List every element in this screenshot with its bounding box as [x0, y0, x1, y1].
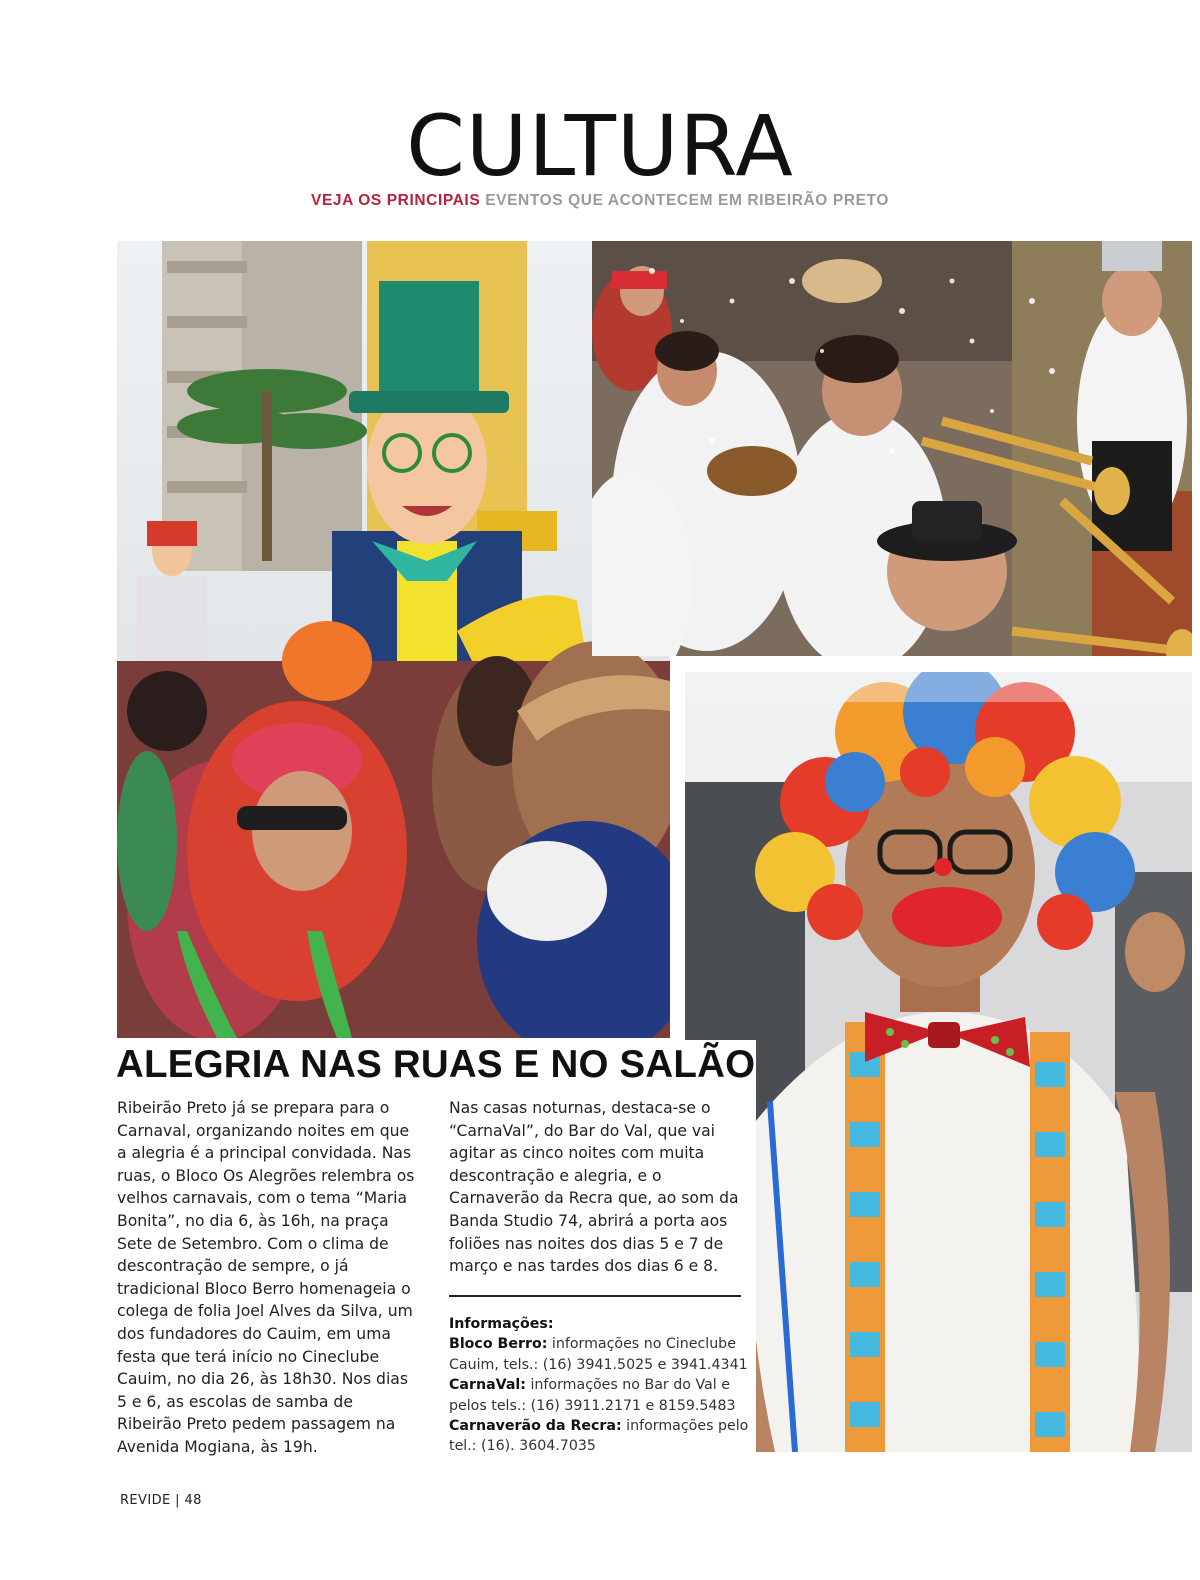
page-footer: REVIDE | 48	[120, 1493, 202, 1508]
subtitle-highlight: VEJA OS PRINCIPAIS	[311, 192, 481, 209]
article-column-left: Ribeirão Preto já se prepara para o Carnaval, organizando noites em que a alegria é a principal convidada. Nas ruas, o Bloco Os Alegrões relembra os velhos carnavais, com o tema “Maria Bonita”, no dia 6, às 16h, na praça Sete de Setembro. Com o clima de descontração de sempre, o já tradicional Bloco Berro homenageia o colega de folia Joel Alves da Silva, um dos fundadores do Cauim, em uma festa que terá início no Cineclube Cauim, no dia 26, às 18h30. Nos dias 5 e 6, as escolas de samba de Ribeirão Preto pedem passagem na Avenida Mogiana, às 19h.	[117, 1099, 415, 1456]
info-item-label: Bloco Berro:	[449, 1336, 548, 1353]
info-item-text: informações no Bar do Val e pelos tels.: (16) 3911.2171 e 8159.5483	[449, 1377, 736, 1414]
photo-street-carnival-puppet	[117, 241, 670, 1038]
section-title: CULTURA	[406, 97, 794, 195]
info-item	[449, 1416, 749, 1457]
info-box	[449, 1314, 749, 1457]
info-divider	[449, 1295, 741, 1297]
page-number: 48	[184, 1493, 202, 1508]
section-subtitle	[0, 192, 1200, 210]
info-item-text: informações pelo tel.: (16). 3604.7035	[449, 1418, 749, 1455]
info-item	[449, 1334, 749, 1375]
photo-brass-band	[592, 241, 1192, 656]
article-headline: ALEGRIA NAS RUAS E NO SALÃO	[116, 1043, 756, 1086]
magazine-name: REVIDE	[120, 1493, 171, 1508]
info-item-text: informações no Cineclube Cauim, tels.: (16) 3941.5025 e 3941.4341	[449, 1336, 748, 1373]
info-title: Informações:	[449, 1316, 554, 1332]
info-item-label: Carnaverão da Recra:	[449, 1418, 622, 1435]
info-item-label: CarnaVal:	[449, 1377, 526, 1394]
article-column-right: Nas casas noturnas, destaca-se o “CarnaVal”, do Bar do Val, que vai agitar as cinco noites com muita descontração e alegria, e o Carnaverão da Recra que, ao som da Banda Studio 74, abrirá a porta aos foliões nas noites dos dias 5 e 7 de março e nas tardes dos dias 6 e 8.	[449, 1099, 739, 1276]
info-item	[449, 1375, 749, 1416]
photo-child-clown	[685, 672, 1192, 1452]
subtitle-rest: EVENTOS QUE ACONTECEM EM RIBEIRÃO PRETO	[485, 192, 889, 209]
